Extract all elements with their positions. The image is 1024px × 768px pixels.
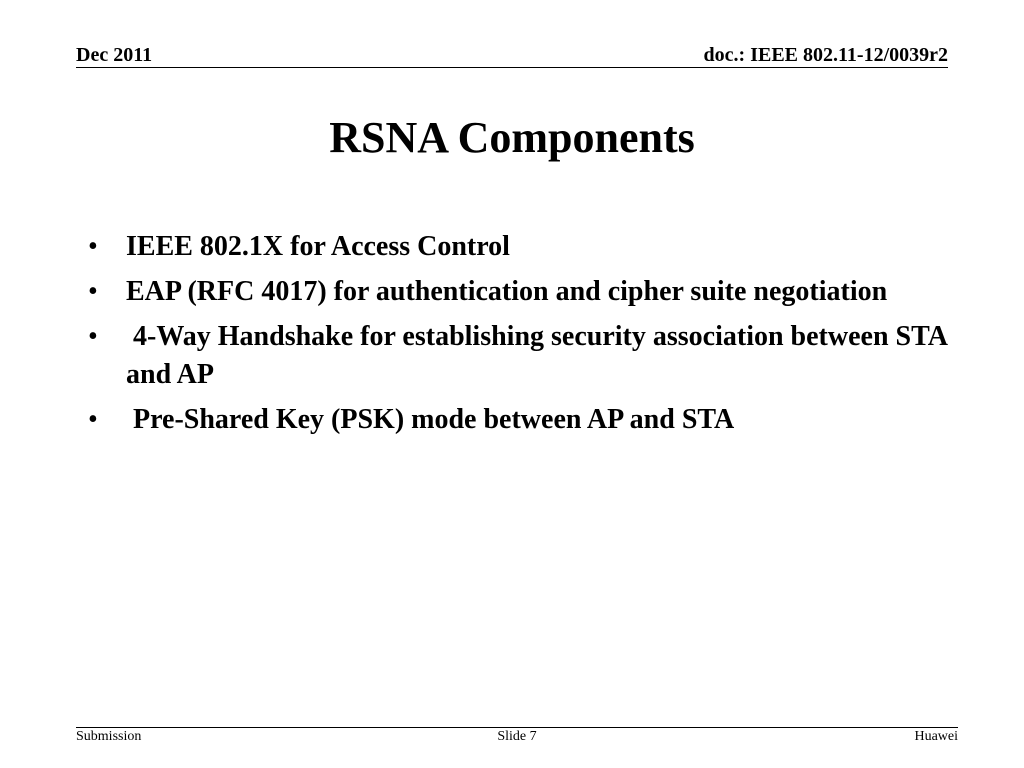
header-doc-id: doc.: IEEE 802.11-12/0039r2 bbox=[703, 44, 948, 66]
bullet-item bbox=[88, 273, 948, 311]
footer-slide-number: Slide 7 bbox=[497, 729, 537, 744]
bullet-text: IEEE 802.1X for Access Control bbox=[126, 231, 510, 262]
footer-rule bbox=[76, 727, 958, 728]
header-rule bbox=[76, 67, 948, 68]
bullet-list bbox=[88, 228, 954, 446]
bullet-icon: • bbox=[88, 404, 98, 435]
bullet-icon: • bbox=[88, 276, 98, 307]
bullet-item bbox=[88, 318, 954, 394]
header-date: Dec 2011 bbox=[76, 44, 153, 66]
bullet-item bbox=[88, 401, 948, 439]
bullet-text: Pre-Shared Key (PSK) mode between AP and STA bbox=[126, 404, 735, 435]
bullet-text: 4-Way Handshake for establishing security association between STA and AP bbox=[126, 321, 954, 390]
bullet-icon: • bbox=[88, 231, 98, 262]
footer-company: Huawei bbox=[914, 729, 958, 744]
bullet-text: EAP (RFC 4017) for authentication and cipher suite negotiation bbox=[126, 276, 888, 307]
bullet-icon: • bbox=[88, 321, 98, 352]
slide-title: RSNA Components bbox=[329, 113, 695, 162]
footer-submission: Submission bbox=[76, 729, 142, 744]
bullet-item bbox=[88, 228, 948, 266]
